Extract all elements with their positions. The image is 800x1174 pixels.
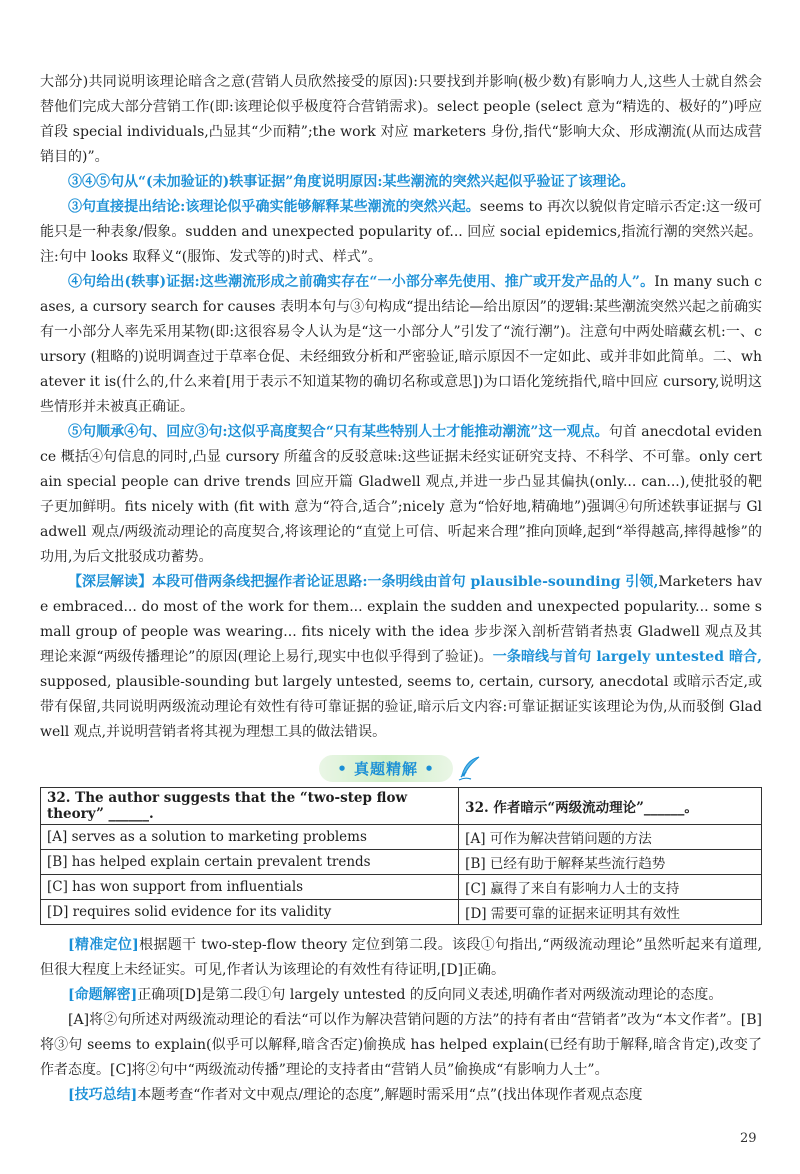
deep-reading-tag: 【深层解读】 [68,574,153,590]
option-a-zh: [A] 可作为解决营销问题的方法 [459,825,762,850]
analysis-distractors: [A]将②句所述对两级流动理论的看法“可以作为解决营销问题的方法”的持有者由“营销者”改为“本文作者”。[B]将③句 seems to explain(似乎可以解释,暗含否定)偷换成 has helped explain(已经有助于解释,暗含肯定),改变了作者态度。[C]将②句中“两级流动传播”理论的支持者由“营销人员”偷换成“有影响力人士”。 [40,1012,762,1078]
analysis-intent-text: 正确项[D]是第二段①句 largely untested 的反向同义表述,明确作者对两级流动理论的态度。 [137,987,723,1003]
analysis-skill-tag: [技巧总结] [68,1087,138,1103]
option-a-en: [A] serves as a solution to marketing problems [41,825,459,850]
sentence-3-body: seems to 再次以貌似肯定暗示否定:这一级可能只是一种表象/假象。sudden and unexpected popularity of... 回应 social epidemics,指流行潮的突然兴起。注:句中 looks 取释义“(服饰、发式等的)时式、样式”。 [40,199,762,265]
sentence-4-lead: ④句给出(轶事)证据:这些潮流形成之前确实存在“一小部分率先使用、推广或开发产品的人”。 [68,274,655,290]
analysis-locate-tag: [精准定位] [68,937,139,953]
option-row [41,850,762,875]
analysis-skill-text: 本题考查“作者对文中观点/理论的态度”,解题时需采用“点”(找出体现作者观点态度 [137,1087,643,1103]
option-d-zh: [D] 需要可靠的证据来证明其有效性 [459,900,762,925]
analysis-skill [40,1083,762,1108]
question-stem-zh: 32. 作者暗示“两级流动理论”______。 [459,788,762,825]
feather-pen-icon [457,755,483,781]
sentence-3-lead: ③句直接提出结论:该理论似乎确实能够解释某些潮流的突然兴起。 [68,199,480,215]
paragraph-sentence-5 [40,420,762,570]
deep-reading-open-line-body: Marketers have embraced... do most of the work for them... explain the sudden and unexpected popularity... some small group of people was wearing... fits nicely with the idea 步步深入剖析营销者热衷 Gladwell 观点及其理论来源“两级传播理论”的原因(理论上易行,现实中也似乎得到了验证)。 [40,574,762,665]
option-row [41,900,762,925]
deep-reading-open-line: 本段可借两条线把握作者论证思路:一条明线由首句 plausible-sounding 引领, [152,574,659,590]
deep-reading-hidden-line-body: supposed, plausible-sounding but largely untested, seems to, certain, cursory, anecdotal 或暗示否定,或带有保留,共同说明两级流动理论有效性有待可靠证据的验证,暗示后文内容:可靠证据证实该理论为伪,从而驳倒 Gladwell 观点,并说明营销者将其视为理想工具的做法错误。 [40,674,762,740]
sentence-4-body: In many such cases, a cursory search for causes 表明本句与③句构成“提出结论—给出原因”的逻辑:某些潮流突然兴起之前确实有一小部分人率先采用某物(即:这很容易令人认为是“这一小部分人”引发了“流行潮”)。注意句中两处暗藏玄机:一、cursory (粗略的)说明调查过于草率仓促、未经细致分析和严密验证,暗示原因不一定如此、或并非如此简单。二、whatever it is(什么的,什么来着[用于表示不知道某物的确切名称或意思])为口语化笼统指代,暗中回应 cursory,说明这些情形并未被真正确证。 [40,274,762,415]
paragraph-sentences-3-4-5-summary: ③④⑤句从“(未加验证的)轶事证据”角度说明原因:某些潮流的突然兴起似乎验证了该理论。 [68,174,635,190]
analysis-intent-tag: [命题解密] [68,987,138,1003]
section-banner-title: • 真题精解 • [319,755,453,782]
option-b-zh: [B] 已经有助于解释某些流行趋势 [459,850,762,875]
sentence-5-lead: ⑤句顺承④句、回应③句:这似乎高度契合“只有某些特别人士才能推动潮流”这一观点。 [68,424,609,440]
paragraph-sentence-4 [40,270,762,420]
sentence-5-body: 句首 anecdotal evidence 概括④句信息的同时,凸显 cursory 所蕴含的反驳意味:这些证据未经实证研究支持、不科学、不可靠。only certain special people can drive trends 回应开篇 Gladwell 观点,并进一步凸显其偏执(only... can...),使批驳的靶子更加鲜明。fits nicely with (fit with 意为“符合,适合”;nicely 意为“恰好地,精确地”)强调④句所述轶事证据与 Gladwell 观点/两级流动理论的高度契合,将该理论的“直觉上可信、听起来合理”推向顶峰,起到“举得越高,摔得越惨”的功用,为后文批驳成功蓄势。 [40,424,762,565]
question-stem-en: 32. The author suggests that the “two-step flow theory” ______. [41,788,459,825]
paragraph-sentence-3 [40,195,762,270]
page-content [40,70,762,1108]
option-row [41,825,762,850]
option-c-en: [C] has won support from influentials [41,875,459,900]
analysis-locate-text: 根据题干 two-step-flow theory 定位到第二段。该段①句指出,“两级流动理论”虽然听起来有道理,但很大程度上未经证实。可见,作者认为该理论的有效性有待证明,[D]正确。 [40,937,762,978]
section-banner [40,753,762,783]
analysis-locate [40,933,762,983]
deep-reading-hidden-line: 一条暗线与首句 largely untested 暗合, [492,649,763,665]
question-header-row [41,788,762,825]
option-c-zh: [C] 赢得了来自有影响力人士的支持 [459,875,762,900]
option-d-en: [D] requires solid evidence for its validity [41,900,459,925]
option-b-en: [B] has helped explain certain prevalent trends [41,850,459,875]
page-number: 29 [740,1131,757,1146]
paragraph-continuation: 大部分)共同说明该理论暗含之意(营销人员欣然接受的原因):只要找到并影响(极少数)有影响力人,这些人士就自然会替他们完成大部分营销工作(即:该理论似乎极度符合营销需求)。select people (select 意为“精选的、极好的”)呼应首段 special individuals,凸显其“少而精”;the work 对应 marketers 身份,指代“影响大众、形成潮流(从而达成营销目的)”。 [40,74,762,165]
question-table [40,787,762,925]
analysis-intent [40,983,762,1008]
option-row [41,875,762,900]
paragraph-deep-reading [40,570,762,745]
